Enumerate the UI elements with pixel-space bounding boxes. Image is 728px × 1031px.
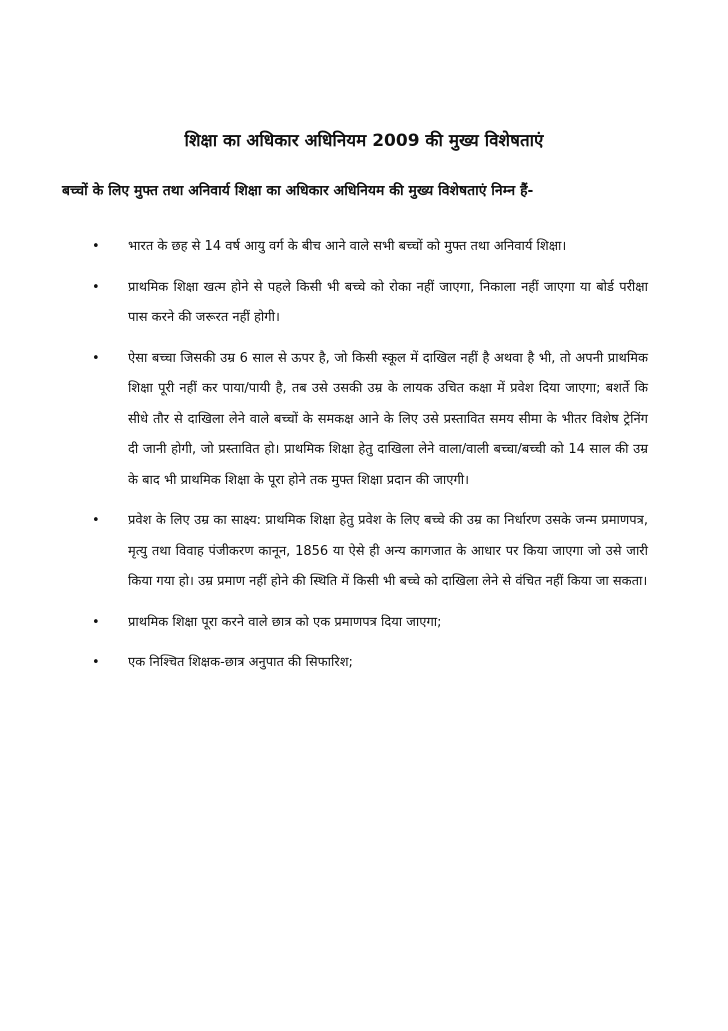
list-item: [92, 232, 648, 263]
bullet-icon: •: [92, 350, 100, 366]
list-item-text: भारत के छह से 14 वर्ष आयु वर्ग के बीच आने वाले सभी बच्चों को मुफ्त तथा अनिवार्य शिक्षा।: [128, 239, 567, 254]
list-item: [92, 608, 648, 639]
list-item-text: एक निश्चित शिक्षक-छात्र अनुपात की सिफारिश;: [128, 655, 353, 670]
bullet-icon: •: [92, 513, 100, 528]
bullet-icon: •: [92, 614, 100, 630]
bullet-icon: •: [92, 655, 100, 670]
intro-paragraph: बच्चों के लिए मुफ्त तथा अनिवार्य शिक्षा का अधिकार अधिनियम की मुख्य विशेषताएं निम्न हैं-: [62, 183, 534, 199]
document-title: शिक्षा का अधिकार अधिनियम 2009 की मुख्य विशेषताएं: [184, 131, 544, 151]
list-item: [92, 648, 648, 679]
list-item-text: प्राथमिक शिक्षा पूरा करने वाले छात्र को एक प्रमाणपत्र दिया जाएगा;: [128, 614, 442, 630]
bullet-icon: •: [92, 239, 100, 254]
list-item-text: ऐसा बच्चा जिसकी उम्र 6 साल से ऊपर है, जो किसी स्कूल में दाखिल नहीं है अथवा है भी, तो अपनी प्राथमिक शिक्षा पूरी नहीं कर पाया/पायी है, तब उसे उसकी उम्र के लायक उचित कक्षा में प्रवेश दिया जाएगा; बशर्ते कि सीधे तौर से दाखिला लेने वाले बच्चों के समकक्ष आने के लिए उसे प्रस्तावित समय सीमा के भीतर विशेष ट्रेनिंग दी जानी होगी, जो प्रस्तावित हो। प्राथमिक शिक्षा हेतु दाखिला लेने वाला/वाली बच्चा/बच्ची को 14 साल की उम्र के बाद भी प्राथमिक शिक्षा के पूरा होने तक मुफ्त शिक्षा प्रदान की जाएगी।: [128, 350, 648, 488]
list-item: [92, 506, 648, 598]
features-list: [0, 232, 728, 689]
bullet-icon: •: [92, 279, 100, 295]
list-item: [92, 273, 648, 334]
list-item: [92, 344, 648, 497]
list-item-text: प्राथमिक शिक्षा खत्म होने से पहले किसी भी बच्चे को रोका नहीं जाएगा, निकाला नहीं जाएगा या बोर्ड परीक्षा पास करने की जरूरत नहीं होगी।: [128, 279, 648, 325]
list-item-text: प्रवेश के लिए उम्र का साक्ष्य: प्राथमिक शिक्षा हेतु प्रवेश के लिए बच्चे की उम्र का निर्धारण उसके जन्म प्रमाणपत्र, मृत्यु तथा विवाह पंजीकरण कानून, 1856 या ऐसे ही अन्य कागजात के आधार पर किया जाएगा जो उसे जारी किया गया हो। उम्र प्रमाण नहीं होने की स्थिति में किसी भी बच्चे को दाखिला लेने से वंचित नहीं किया जा सकता।: [128, 513, 648, 589]
